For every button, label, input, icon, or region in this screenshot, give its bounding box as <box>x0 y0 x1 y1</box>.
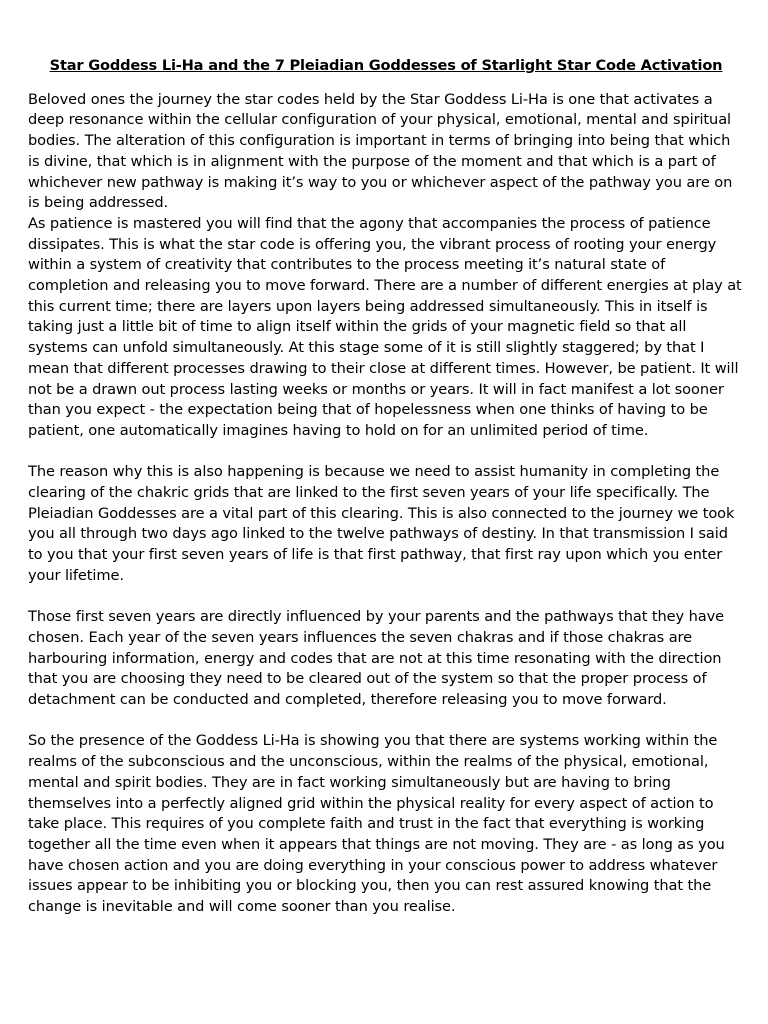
paragraph-1: Beloved ones the journey the star codes held by the Star Goddess Li-Ha is one that activates a deep resonance within the cellular configuration of your physical, emotional, mental and spiritual bodies. The alteration of this configuration is important in terms of bringing into being that which is divine, that which is in alignment with the purpose of the moment and that which is a part of whichever new pathway is making it’s way to you or whichever aspect of the pathway you are on is being addressed. <box>28 90 733 212</box>
document-title: Star Goddess Li-Ha and the 7 Pleiadian Goddesses of Starlight Star Code Activation <box>49 57 723 74</box>
paragraph-5: So the presence of the Goddess Li-Ha is showing you that there are systems working within the realms of the subconscious and the unconscious, within the realms of the physical, emotional, mental and spirit bodies. They are in fact working simultaneously but are having to bring themselves into a perfectly aligned grid within the physical reality for every aspect of action to take place. This requires of you complete faith and trust in the fact that everything is working together all the time even when it appears that things are not moving. They are - as long as you have chosen action and you are doing everything in your conscious power to address whatever issues appear to be inhibiting you or blocking you, then you can rest assured knowing that the change is inevitable and will come sooner than you realise. <box>28 732 725 916</box>
paragraph-4: Those first seven years are directly influenced by your parents and the pathways that they have chosen. Each year of the seven years influences the seven chakras and if those chakras are harbouring information, energy and codes that are not at this time resonating with the direction that you are choosing they need to be cleared out of the system so that the proper process of detachment can be conducted and completed, therefore releasing you to move forward. <box>28 608 725 709</box>
paragraph-2: As patience is mastered you will find that the agony that accompanies the process of patience dissipates. This is what the star code is offering you, the vibrant process of rooting your energy within a system of creativity that contributes to the process meeting it’s natural state of completion and releasing you to move forward. There are a number of different energies at play at this current time; there are layers upon layers being addressed simultaneously. This in itself is taking just a little bit of time to align itself within the grids of your magnetic field so that all systems can unfold simultaneously. At this stage some of it is still slightly staggered; by that I mean that different processes drawing to their close at different times. However, be patient. It will not be a drawn out process lasting weeks or months or years. It will in fact manifest a lot sooner than you expect - the expectation being that of hopelessness when one thinks of having to be patient, one automatically imagines having to hold on for an unlimited period of time. <box>28 214 742 439</box>
document-page <box>28 56 744 918</box>
paragraph-3: The reason why this is also happening is because we need to assist humanity in completing the clearing of the chakric grids that are linked to the first seven years of your life specifically. The Pleiadian Goddesses are a vital part of this clearing. This is also connected to the journey we took you all through two days ago linked to the twelve pathways of destiny. In that transmission I said to you that your first seven years of life is that first pathway, that first ray upon which you enter your lifetime. <box>28 463 735 584</box>
